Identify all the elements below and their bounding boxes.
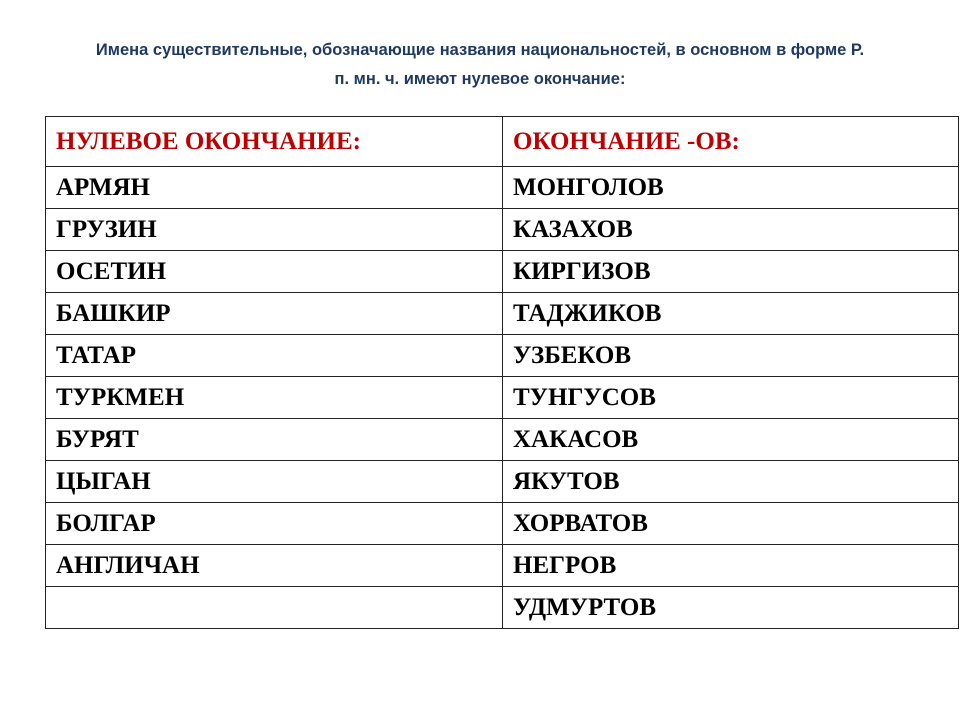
table-row [46, 377, 959, 419]
zero-ending-cell: БОЛГАР [46, 503, 503, 545]
slide-heading [20, 36, 940, 94]
ov-ending-cell: ХОРВАТОВ [503, 503, 959, 545]
ov-ending-cell: КИРГИЗОВ [503, 251, 959, 293]
zero-ending-cell: БУРЯТ [46, 419, 503, 461]
header-ov-ending: ОКОНЧАНИЕ -ОВ: [503, 117, 959, 167]
zero-ending-cell: ТАТАР [46, 335, 503, 377]
table-row [46, 545, 959, 587]
ov-ending-cell: УДМУРТОВ [503, 587, 959, 629]
zero-ending-cell: БАШКИР [46, 293, 503, 335]
table-row [46, 461, 959, 503]
table-header-row [46, 117, 959, 167]
zero-ending-cell: ГРУЗИН [46, 209, 503, 251]
zero-ending-cell: ТУРКМЕН [46, 377, 503, 419]
table-row [46, 419, 959, 461]
table-row [46, 251, 959, 293]
zero-ending-cell: ОСЕТИН [46, 251, 503, 293]
heading-line-2: п. мн. ч. имеют нулевое окончание: [334, 70, 626, 88]
table-row [46, 503, 959, 545]
ov-ending-cell: НЕГРОВ [503, 545, 959, 587]
ov-ending-cell: ЯКУТОВ [503, 461, 959, 503]
ov-ending-cell: УЗБЕКОВ [503, 335, 959, 377]
ov-ending-cell: ТУНГУСОВ [503, 377, 959, 419]
ov-ending-cell: МОНГОЛОВ [503, 167, 959, 209]
ov-ending-cell: КАЗАХОВ [503, 209, 959, 251]
heading-line-1: Имена существительные, обозначающие названия национальностей, в основном в форме Р. [95, 41, 865, 59]
zero-ending-cell: АРМЯН [46, 167, 503, 209]
table-row [46, 293, 959, 335]
zero-ending-cell [46, 587, 503, 629]
zero-ending-cell: ЦЫГАН [46, 461, 503, 503]
zero-ending-cell: АНГЛИЧАН [46, 545, 503, 587]
table-row [46, 335, 959, 377]
header-zero-ending: НУЛЕВОЕ ОКОНЧАНИЕ: [46, 117, 503, 167]
ov-ending-cell: ТАДЖИКОВ [503, 293, 959, 335]
table-row [46, 167, 959, 209]
nationalities-table [45, 116, 959, 629]
table-row [46, 209, 959, 251]
ov-ending-cell: ХАКАСОВ [503, 419, 959, 461]
table-row [46, 587, 959, 629]
